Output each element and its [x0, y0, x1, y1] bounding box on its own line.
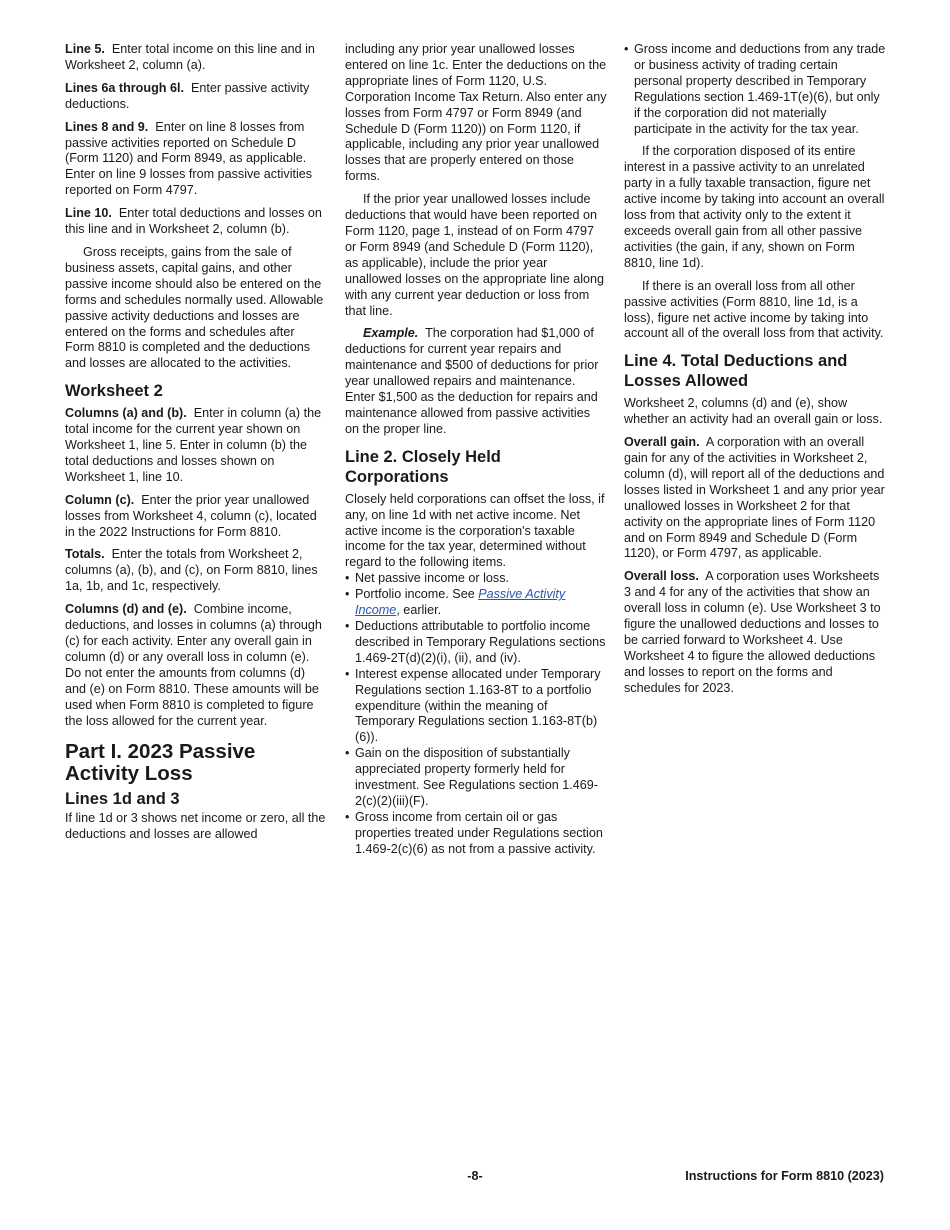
overall-gain-text: A corporation with an overall gain for any of the activities in Worksheet 2, column (d), will report all of the deductions and losses listed in Worksheet 1 and any prior year unallowed losses in Worksheet 2 for that activity on the appropriate lines of Form 1120 and on Form 8949 and Schedule D (Form 1120), or Form 4797, as applicable. [624, 435, 885, 561]
column-left [65, 42, 326, 850]
example-heading: Example. [363, 326, 419, 341]
line5-text: Enter total income on this line and in Worksheet 2, column (a). [65, 42, 315, 72]
line6-paragraph [65, 81, 326, 113]
bullet-oil-gas: • Gross income from certain oil or gas properties treated under Regulations section 1.469-2(c)(6) as not from a passive activity. [345, 810, 607, 858]
gross-receipts-paragraph: Gross receipts, gains from the sale of business assets, capital gains, and other passive income should also be entered on the forms and schedules normally used. Allowable passive activity deductions and losses are entered on the forms and schedules after Form 8810 is completed and the deductions and losses are allocated to the activities. [65, 244, 324, 371]
bullet-interest-expense: • Interest expense allocated under Temporary Regulations section 1.163-8T to a portfolio expenditure (within the meaning of Temporary Regulations section 1.163-8T(b)(6)). [345, 667, 607, 747]
totals-heading: Totals. [65, 547, 105, 562]
example-text: The corporation had $1,000 of deductions for current year repairs and maintenance and $500 of deductions for prior year unallowed repairs and maintenance. Enter $1,500 as the deduction for repairs and maintenance allowed from passive activities on the proper line. [345, 326, 599, 436]
overall-loss-paragraph [624, 569, 886, 696]
prior-year-paragraph: If the prior year unallowed losses include deductions that would have been reported on Form 1120, page 1, instead of on Form 4797 or Form 8949 (and Schedule D (Form 1120), as applicable), include the prior year unallowed losses on the appropriate line along with any current year deduction or loss from that line. [345, 192, 605, 318]
overall-gain-paragraph [624, 435, 886, 562]
line2-heading: Line 2. Closely Held Corporations [345, 447, 501, 486]
bullet-deductions-portfolio: • Deductions attributable to portfolio income described in Temporary Regulations sections 1.469-2T(d)(2)(i), (ii), and (iv). [345, 619, 607, 667]
line8-heading: Lines 8 and 9. [65, 119, 149, 134]
line2-text: Closely held corporations can offset the loss, if any, on line 1d with net active income. Net active income is the corporation's taxable income for the tax year, determined without regard to the following items. [345, 491, 605, 570]
columns-de-paragraph [65, 602, 326, 729]
line10-heading: Line 10. [65, 206, 112, 221]
line6-text: Enter passive activity deductions. [65, 80, 310, 111]
column-right [624, 42, 886, 704]
columns-ab-heading: Columns (a) and (b). [65, 406, 187, 421]
totals-text: Enter the totals from Worksheet 2, columns (a), (b), and (c), on Form 8810, lines 1a, 1b, and 1c, respectively. [65, 547, 318, 594]
bullet-portfolio-income [345, 587, 607, 619]
column-c-paragraph [65, 493, 326, 541]
bullet-portfolio-prefix: Portfolio income. See [355, 587, 475, 602]
line5-heading: Line 5. [65, 42, 105, 56]
line4-heading: Line 4. Total Deductions and Losses Allowed [624, 352, 848, 391]
line8-text: Enter on line 8 losses from passive activities reported on Schedule D (Form 1120) and Form 8949, as applicable. Enter on line 9 losses from passive activities reported on Form 4797. [65, 119, 313, 198]
bullet-gain-disposition: • Gain on the disposition of substantially appreciated property formerly held for investment. See Regulations section 1.469-2(c)(2)(iii)(F). [345, 746, 607, 810]
overall-gain-heading: Overall gain. [624, 435, 700, 450]
totals-paragraph [65, 547, 326, 595]
overall-loss-heading: Overall loss. [624, 569, 699, 584]
line8-paragraph [65, 120, 326, 200]
bullet-portfolio-suffix: , earlier. [396, 603, 442, 618]
column-c-text: Enter the prior year unallowed losses from Worksheet 4, column (c), located in the 2022 Instructions for Form 8810. [65, 492, 317, 539]
columns-de-text: Combine income, deductions, and losses in columns (a) through (c) for each activity. Enter any overall gain in column (d) or any overall loss in column (e). Do not enter the amounts from columns (d) and (e) on Form 8810. These amounts will be used when Form 8810 is completed to figure the loss allowed for the current year. [65, 602, 322, 728]
example-paragraph [345, 326, 607, 437]
bullet-net-passive: • Net passive income or loss. [345, 571, 607, 587]
continued-paragraph: including any prior year unallowed losses entered on line 1c. Enter the deductions on the appropriate lines of Form 1120, U.S. Corporation Income Tax Return. Also enter any losses from Form 4797 or Form 8949 (and Schedule D (Form 1120)) on Form 1120, if applicable, including any prior year unallowed losses that are properly entered on those forms. [345, 42, 607, 184]
line10-text: Enter total deductions and losses on this line and in Worksheet 2, column (b). [65, 206, 322, 237]
line5-paragraph [65, 42, 326, 74]
page-number: -8- [467, 1169, 483, 1183]
columns-ab-text: Enter in column (a) the total income for the current year shown on Worksheet 1, line 5. Enter in column (b) the total deductions and losses shown on Worksheet 1, line 10. [65, 406, 322, 484]
line6-heading: Lines 6a through 6l. [65, 80, 184, 95]
worksheet2-heading: Worksheet 2 [65, 382, 163, 401]
overall-loss-text: A corporation uses Worksheets 3 and 4 for any of the activities that show an overall loss in column (e). Use Worksheet 3 to figure the unallowed deductions and losses to be carried forward to Worksheet 4. Use Worksheet 4 to figure the allowed deductions and losses to report on the forms and schedules for 2023. [624, 569, 881, 695]
column-middle [345, 42, 607, 858]
column-c-heading: Column (c). [65, 492, 135, 507]
line10-paragraph [65, 206, 326, 238]
line4-text: Worksheet 2, columns (d) and (e), show whether an activity had an overall gain or loss. [624, 396, 883, 427]
lines-1d-3-text: If line 1d or 3 shows net income or zero, all the deductions and losses are allowed [65, 811, 326, 842]
part1-heading: Part I. 2023 Passive Activity Loss [65, 740, 256, 786]
disposed-paragraph: If the corporation disposed of its entire interest in a passive activity to an unrelated party in a fully taxable transaction, figure net active income by taking into account an overall loss from that activity only to the extent it exceeds overall gain from all other passive activities (the gain, if any, shown on Form 8810, line 1d). [624, 144, 885, 270]
passive-activity-income-link[interactable]: Passive Activity Income [355, 587, 566, 618]
columns-ab-paragraph [65, 406, 326, 486]
lines-1d-3-heading: Lines 1d and 3 [65, 790, 180, 809]
document-title: Instructions for Form 8810 (2023) [685, 1169, 884, 1183]
overall-loss-other-paragraph: If there is an overall loss from all other passive activities (Form 8810, line 1d, is a loss), figure net active income by taking into account all of the overall loss from that activity. [624, 278, 884, 341]
bullet-trading-property: • Gross income and deductions from any trade or business activity of trading certain personal property described in Temporary Regulations section 1.469-1T(e)(6), but only if the corporation did not materially participate in the activity for the tax year. [624, 42, 886, 137]
columns-de-heading: Columns (d) and (e). [65, 602, 187, 617]
